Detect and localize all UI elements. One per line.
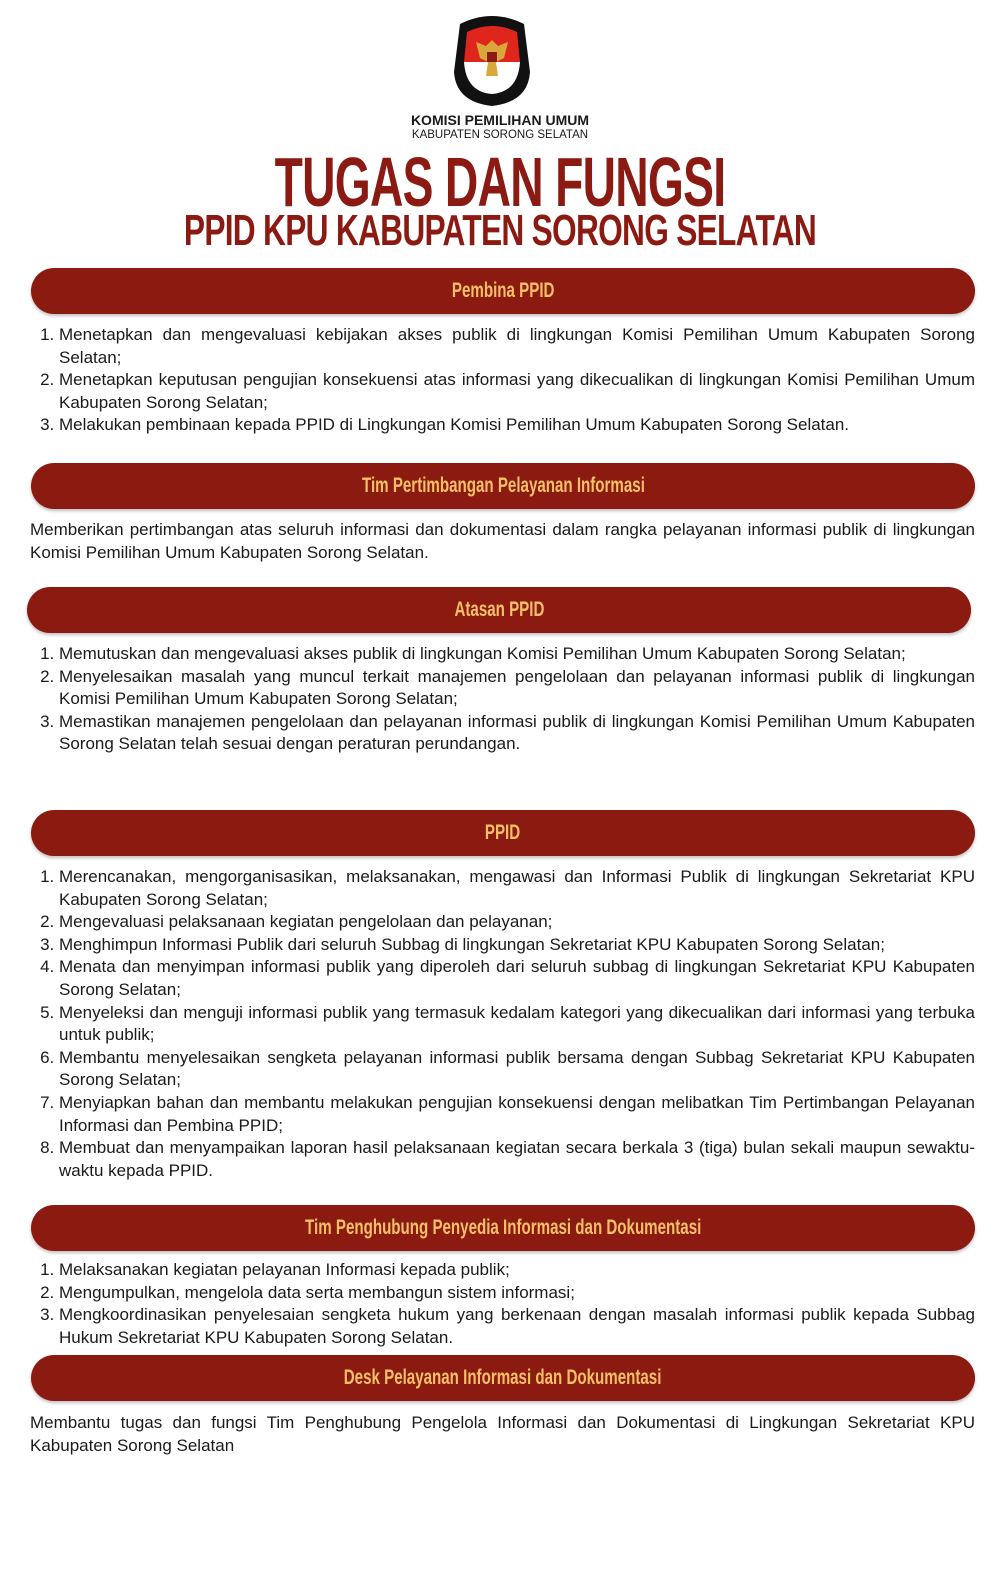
list-item: 1. Melaksanakan kegiatan pelayanan Informasi kepada publik; [59,1259,975,1282]
section-header-tim-penghubung [31,1205,975,1251]
section-tim-penghubung-list [30,1259,975,1349]
section-title: Tim Pertimbangan Pelayanan Informasi [361,474,645,497]
list-item: 4. Menata dan menyimpan informasi publik yang diperoleh dari seluruh subbag di lingkungan Sekretariat KPU Kabupaten Sorong Selatan; [59,956,975,1001]
list-item: 7. Menyiapkan bahan dan membantu melakukan pengujian konsekuensi dengan melibatkan Tim Pertimbangan Pelayanan Informasi dan Pembina PPID; [59,1092,975,1137]
section-title: PPID [485,821,521,844]
section-header-tim-pertimbangan [31,463,975,509]
section-desk-text: Membantu tugas dan fungsi Tim Penghubung Pengelola Informasi dan Dokumentasi di Lingkungan Sekretariat KPU Kabupaten Sorong Selatan [30,1413,975,1455]
list-item: 2. Mengumpulkan, mengelola data serta membangun sistem informasi; [59,1282,975,1305]
list-item: 1. Memutuskan dan mengevaluasi akses publik di lingkungan Komisi Pemilihan Umum Kabupaten Sorong Selatan; [59,643,975,666]
section-title: Desk Pelayanan Informasi dan Dokumentasi [344,1366,662,1389]
list-item: 2. Mengevaluasi pelaksanaan kegiatan pengelolaan dan pelayanan; [59,911,975,934]
section-ppid-list [30,866,975,1182]
list-item: 6. Membantu menyelesaikan sengketa pelayanan informasi publik bersama dengan Subbag Sekretariat KPU Kabupaten Sorong Selatan; [59,1047,975,1092]
org-subtitle: KABUPATEN SORONG SELATAN [411,129,589,141]
section-title: Tim Penghubung Penyedia Informasi dan Dokumentasi [304,1216,702,1239]
page-subtitle: PPID KPU KABUPATEN SORONG SELATAN [183,206,817,255]
list-item: 5. Menyeleksi dan menguji informasi publik yang termasuk kedalam kategori yang dikecualikan dari informasi yang terbuka untuk publik; [59,1002,975,1047]
section-title: Atasan PPID [454,598,544,621]
list-item: 1. Menetapkan dan mengevaluasi kebijakan akses publik di lingkungan Komisi Pemilihan Umum Kabupaten Sorong Selatan; [59,324,975,369]
section-header-ppid [31,810,975,856]
list-item: 1. Merencanakan, mengorganisasikan, melaksanakan, mengawasi dan Informasi Publik di lingkungan Sekretariat KPU Kabupaten Sorong Selatan; [59,866,975,911]
org-name: KOMISI PEMILIHAN UMUM [410,112,590,128]
section-title: Pembina PPID [451,279,555,302]
list-item: 2. Menyelesaikan masalah yang muncul terkait manajemen pengelolaan dan pelayanan informasi publik di lingkungan Komisi Pemilihan Umum Kabupaten Sorong Selatan; [59,666,975,711]
section-atasan-list [30,643,975,756]
list-item: 3. Menghimpun Informasi Publik dari seluruh Subbag di lingkungan Sekretariat KPU Kabupaten Sorong Selatan; [59,934,975,957]
kpu-logo [450,12,534,108]
list-item: 3. Mengkoordinasikan penyelesaian sengketa hukum yang berkenaan dengan masalah informasi publik kepada Subbag Hukum Sekretariat KPU Kabupaten Sorong Selatan. [59,1304,975,1349]
page-title: TUGAS DAN FUNGSI [274,143,726,221]
list-item: 2. Menetapkan keputusan pengujian konsekuensi atas informasi yang dikecualikan di lingkungan Komisi Pemilihan Umum Kabupaten Sorong Selatan; [59,369,975,414]
list-item: 3. Melakukan pembinaan kepada PPID di Lingkungan Komisi Pemilihan Umum Kabupaten Sorong Selatan. [59,414,975,437]
section-tim-pertimbangan-text: Memberikan pertimbangan atas seluruh informasi dan dokumentasi dalam rangka pelayanan informasi publik di lingkungan Komisi Pemilihan Umum Kabupaten Sorong Selatan. [30,520,975,562]
section-pembina-list [30,324,975,437]
section-header-atasan [27,587,971,633]
section-header-pembina [31,268,975,314]
section-header-desk [31,1355,975,1401]
list-item: 8. Membuat dan menyampaikan laporan hasil pelaksanaan kegiatan secara berkala 3 (tiga) bulan sekali maupun sewaktu-waktu kepada PPID. [59,1137,975,1182]
list-item: 3. Memastikan manajemen pengelolaan dan pelayanan informasi publik di lingkungan Komisi Pemilihan Umum Kabupaten Sorong Selatan telah sesuai dengan peraturan perundangan. [59,711,975,756]
